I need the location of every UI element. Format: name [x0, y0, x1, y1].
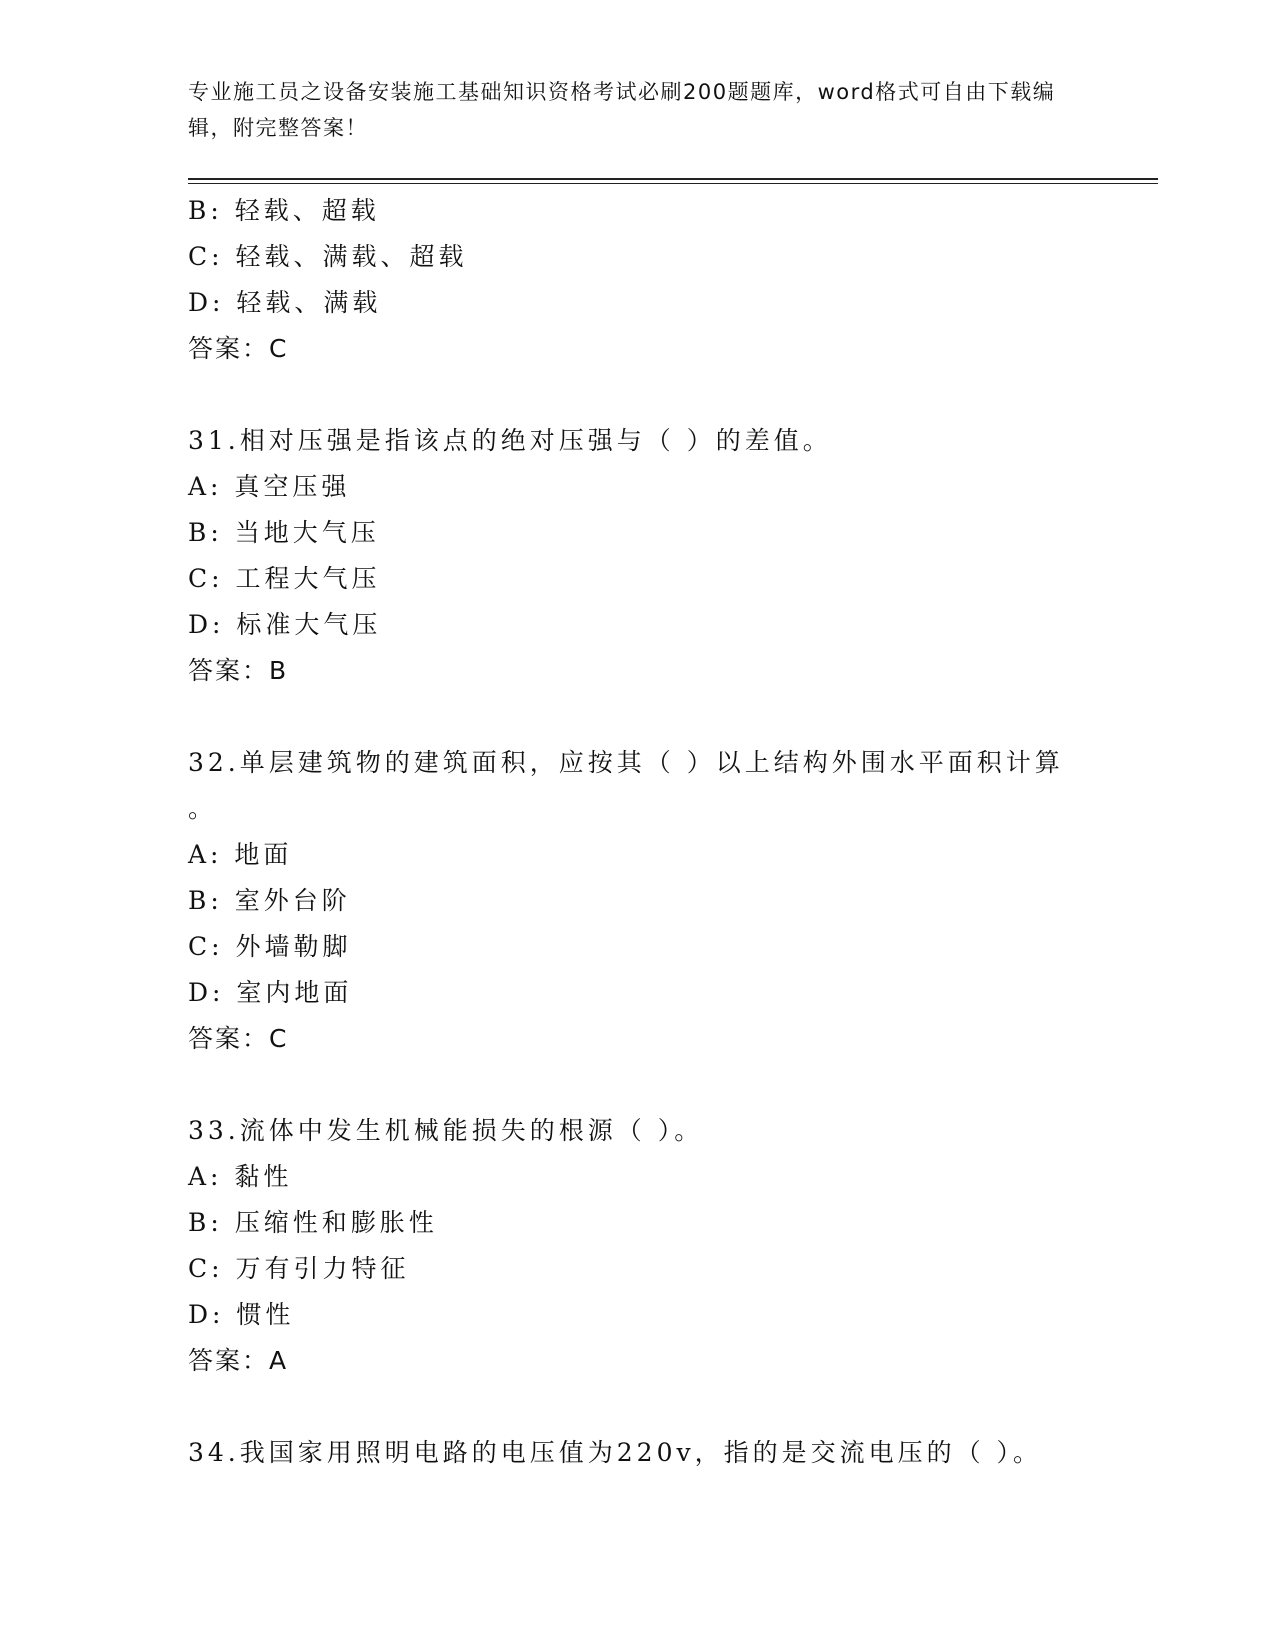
- option-a: A: 黏性: [188, 1162, 293, 1191]
- question-33: [188, 1108, 1068, 1384]
- option-b: B: 室外台阶: [188, 886, 351, 915]
- option-d: D: 惯性: [188, 1300, 295, 1329]
- question-stem: 33.流体中发生机械能损失的根源（ ）。: [188, 1116, 704, 1145]
- option-c: C: 外墙勒脚: [188, 932, 352, 961]
- option-b: B: 轻载、超载: [188, 196, 380, 225]
- question-stem: 32.单层建筑物的建筑面积，应按其（ ）以上结构外围水平面积计算: [188, 748, 1064, 777]
- option-b: B: 压缩性和膨胀性: [188, 1208, 438, 1237]
- document-header: 专业施工员之设备安装施工基础知识资格考试必刷200题题库，word格式可自由下载编辑，附完整答案！: [188, 80, 1056, 140]
- header-rule-thick: [188, 178, 1158, 180]
- header-rule-thin: [188, 183, 1158, 184]
- question-31: [188, 418, 1068, 694]
- answer: 答案：C: [188, 334, 289, 363]
- question-30-continued: [188, 188, 1068, 372]
- option-b: B: 当地大气压: [188, 518, 380, 547]
- option-d: D: 室内地面: [188, 978, 353, 1007]
- answer: 答案：B: [188, 656, 289, 685]
- option-c: C: 工程大气压: [188, 564, 381, 593]
- option-a: A: 地面: [188, 840, 293, 869]
- option-d: D: 标准大气压: [188, 610, 382, 639]
- answer: 答案：C: [188, 1024, 289, 1053]
- option-d: D: 轻载、满载: [188, 288, 382, 317]
- spacer: [188, 372, 1068, 418]
- question-list: [188, 188, 1068, 1476]
- option-c: C: 万有引力特征: [188, 1254, 410, 1283]
- question-stem: 34.我国家用照明电路的电压值为220v，指的是交流电压的（ ）。: [188, 1438, 1043, 1467]
- spacer: [188, 1062, 1068, 1108]
- option-a: A: 真空压强: [188, 472, 351, 501]
- question-stem-continuation: 。: [188, 794, 218, 823]
- spacer: [188, 694, 1068, 740]
- spacer: [188, 1384, 1068, 1430]
- answer: 答案：A: [188, 1346, 289, 1375]
- question-32: [188, 740, 1068, 1062]
- option-c: C: 轻载、满载、超载: [188, 242, 468, 271]
- question-stem: 31.相对压强是指该点的绝对压强与（ ）的差值。: [188, 426, 832, 455]
- question-34: [188, 1430, 1068, 1476]
